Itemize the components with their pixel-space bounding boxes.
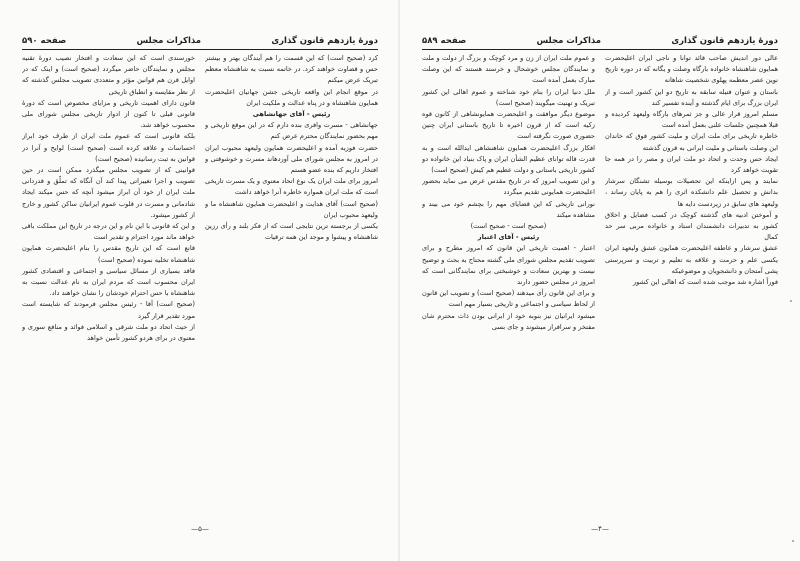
paragraph: میشود ایرانیان نیز بنوبه خود از ایرانی بودن ذات محترم شان مفتخر و سرافراز میشوند و جای بسی	[422, 311, 595, 331]
paragraph: یکسی از برجسته ترین نتایجی است که از فکر بلند و رأی رزین شاهنشاه و پیشوا و موجد این همه ترقیات	[205, 222, 378, 242]
header-rule	[22, 49, 378, 50]
paragraph: مسلم امروز قرار عالی و جز ثمرهای بارگاه ولیعهد کردیده و قبلا همچنین جلسات علنی بعمل آمده است	[605, 110, 778, 130]
page-footer: —۵—	[191, 525, 209, 533]
paragraph: و این که قانونی با این نام و این درجه در تاریخ این مملکت باقی خواهد ماند مورد احترام و تقدیر است	[22, 222, 195, 242]
paragraph: عشق سرشار و عاطفه اعلیحضرت همایون عشق ولیعهد ایران یکسی علم و حرمت و علاقه به تعلیم و تربیت و سرپرستی پشی آمتحان و دانشجویان و موضوعیکه	[605, 244, 778, 275]
paragraph: افکار بزرگ اعلیحضرت همایون شاهنشاهی ایدالله است و به قدرت قاله توانای عظیم الشأن ایران و پاک بنیاد این خانواده دو کشور تاریخی باستانی و دولت عظیم هم کیش (صحیح است)	[422, 143, 595, 175]
paragraph: اعتبار - اهمیت تاریخی این قانون که امروز مطرح و برای تصویب تقدیم مجلس شورای ملی گشته محتاج به بحث و توضیح نیست و بهترین سعادت و خوشبختی برای نمایندگانی است که امروز در مجلس حضور دارند	[422, 244, 595, 287]
paragraph: قانون دارای اهمیت تاریخی و مزایای مخصوص است که دورهٔ قانونی قبلی تا کنون از ادوار تاریخی مجلس شورای ملی محسوب خواهد شد.	[22, 98, 195, 130]
paragraph: و برای این قانون رأی میدهند (صحیح است) و تصویب این قانون از لحاظ سیاسی و اجتماعی و تاریخی بسیار مهم است	[422, 289, 595, 309]
paragraph: نورانی تاریخی که این قضایای مهم را بچشم خود می بیند و مشاهده میکند	[422, 199, 595, 219]
paragraph: (صحیح است) آقا - رئیس مجلس فرمودند که شایسته است مورد تقدیر قرار گیرد	[22, 300, 195, 320]
paragraph: فاقد بسیاری از مسائل سیاسی و اجتماعی و اقتصادی کشور ایران محسوب است که مردم ایران به نام عدالت نسبت به شاهنشاه با حس احترام خودشان را نشان خواهند داد.	[22, 266, 195, 298]
paragraph: ملل دنیا ایران را بنام خود شناخته و عموم اهالی این کشور تبریک و تهنیت میگویند (صحیح است)	[422, 87, 595, 107]
paragraph: نمایند و پس ازاینکه این تحصیلات بوسیله تشنگان سرشار بدانش و تحصیل علم دانشکده اثری را هم به پایان رساند ، ولیعهد های سابق در زیردست دایه ها	[605, 177, 778, 208]
page-header	[422, 34, 778, 48]
paragraph: قانع است که این تاریخ مقدس را بنام اعلیحضرت همایون شاهنشاه تخلیه نموده (صحیح است)	[22, 244, 195, 264]
paragraph: در موقع انجام این واقعه تاریخی جشن جهانیان اعلیحضرت همایون شاهنشاه و در پناه عدالت و ملکیت ایران	[205, 87, 378, 107]
header-rule	[422, 49, 778, 50]
paragraph: باستان و عنوان فتیله سابقه به تاریخ دو این کشور است و از ایران بزرگ برای ایام گذشته و آینده تفسیر کند	[605, 87, 778, 107]
session-title: دورهٔ یازدهم قانون گذاری	[671, 36, 778, 46]
paragraph: موضوع دیگر موافقت و اعلیحضرت همایونشاهی از کانون قوه زکیه است که از قرون اخیره تا تاریخ باستانی ایران چنین حضوری صورت نگرفته است	[422, 110, 595, 141]
paragraph: (صحیح است - صحیح است)	[470, 222, 547, 231]
paragraph: بلکه قانونی است که عموم ملت ایران از طرف خود ابراز احساسات و علاقه کرده است (صحیح است) لوایح و آنرا در قوانین به ثبت رسانیده (صحیح است)	[22, 132, 195, 163]
paragraph: و این تصویب امروز که در تاریخ مقدس عرض می نماید بحضور اعلیحضرت همایونی تقدیم میگردد	[422, 177, 595, 197]
column-left	[422, 53, 595, 501]
right-page	[400, 0, 800, 561]
session-title: دورهٔ یازدهم قانون گذاری	[271, 36, 378, 46]
page-number: صفحه ۵۸۹	[422, 36, 467, 46]
page-footer: —۴—	[591, 525, 609, 533]
header-title: مذاکرات مجلس	[136, 36, 202, 46]
paragraph: از حیث اتحاد دو ملت شرقی و اسلامی فوائد و منافع سوری و معنوی در برای هردو کشور تأمین خواهد	[22, 322, 195, 343]
page-header	[22, 34, 378, 48]
paragraph: جهانشاهی - مسرت وافری بنده دارم که در این موقع تاریخی و مهم بحضور نمایندگان محترم عرض کنم	[205, 121, 378, 141]
speaker-heading: رئیس - آقای جهانشاهی	[252, 110, 331, 119]
speaker-heading: رئیس - آقای اعتبار	[477, 233, 540, 242]
paragraph: و عموم ملت ایران از زن و مرد کوچک و بزرگ از دولت و ملت و نمایندگان مجلس خوشحال و خرسند هستند که این وصلت مبارک بعمل آمده است	[422, 54, 595, 85]
paragraph: ایجاد حس وحدت و اتحاد دو ملت ایران و مصر را در همه جا تقویت خواهد کرد	[605, 154, 778, 175]
paragraph: امروز برای ملت ایران یک نوع اتحاد معنوی و یک مسرت تاریخی است که ملت ایران همواره خاطره آنرا خواهد داشت	[205, 177, 378, 197]
paragraph: عالی دور اندیش صاحب قائد توانا و ناجی ایران اعلیحضرت همایون شاهنشاه خانواده بارگاه وصلت و یگانه که در دوره تاریخ نوین عصر معظمه پهلوی شخصیت شاهانه	[605, 54, 778, 85]
column-left	[22, 53, 195, 501]
paragraph: و آموختن ادبیه های گذشته کوچک در کسب فضایل و اخلاق کشور به تدبیرات دانشمندان استاد و خانواده مربی سر حد کمال	[605, 210, 778, 242]
paragraph: کرد (صحیح است) که این قسمت را هم آیندگان بهتر و بیشتر حس و قضاوت خواهند کرد. در خاتمه نسبت به شاهنشاه معظم تبریک عرض میکنم	[205, 54, 378, 85]
scan-speck	[792, 540, 794, 542]
text-columns	[422, 53, 778, 501]
paragraph: (صحیح است) آقای هدایت و اعلیحضرت همایون شاهنشاه ما و ولیعهد محبوب ایران	[205, 199, 378, 219]
column-right	[205, 53, 378, 501]
paragraph: خورسندی است که این سعادت و افتخار نصیب دورهٔ تقنیه مجلس و نمایندگان حاضر میگردد (صحیح است) و اینک که در اوایل قرن هم قوانین مؤثر و متعددی تصویب مجلس گذشته که از نظر مقایسه و انطباق تاریخی	[22, 54, 195, 96]
text-columns	[22, 53, 378, 501]
paragraph: قوانینی که از تصویب مجلس میگذرد ممکن است در حین تصویب و اجرا تغییراتی پیدا کند آن آنگاه که تملّق و قدردانی ملت ایران از خود آن ابراز میشود آنچه که حس میکند ایجاد شادمانی و مسرت در قلوب عموم ایرانیان ساکن کشور و خارج از کشور میشود.	[22, 166, 195, 219]
page-number: صفحه ۵۹۰	[22, 36, 67, 46]
paragraph: فوراً اشاره شد موجب شده است که اهالی این کشور	[633, 278, 778, 287]
paragraph: خاطره تاریخی برای ملت ایران و ملیت کشور فوق که خاندان این وصلت باستانی و ملیت ایرانی به قرون گذشته	[605, 132, 778, 152]
header-title: مذاکرات مجلس	[536, 36, 602, 46]
column-right	[605, 53, 778, 501]
scan-speck	[790, 300, 792, 302]
paragraph: حضرت فوزیه آمده و اعلیحضرت همایون ولیعهد محبوب ایران در امروز به مجلس شورای ملی آوردهاند مسرت و خوشوقتی و افتخار داریم که بنده عضو هستم	[205, 143, 378, 175]
